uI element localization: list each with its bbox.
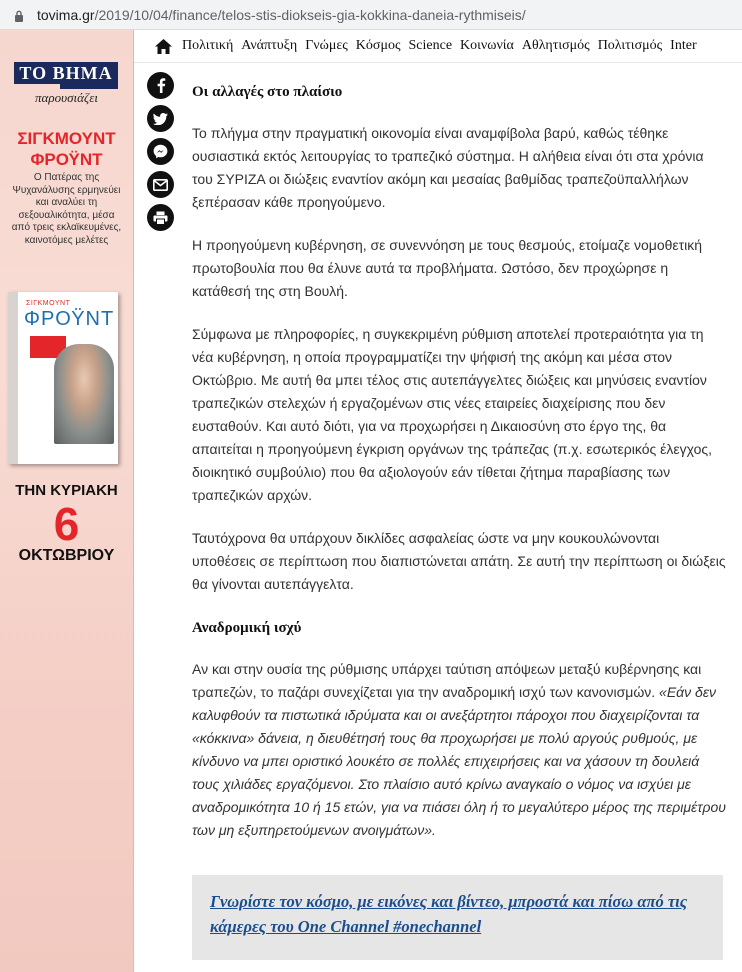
ad-month: ΟΚΤΩΒΡΙΟΥ [18, 547, 115, 564]
newspaper-logo: ΤΟ ΒΗΜΑ [14, 62, 118, 84]
facebook-icon[interactable] [147, 72, 174, 99]
url-path: /2019/10/04/finance/telos-stis-diokseis-gia-kokkina-daneia-rythmiseis/ [94, 6, 526, 23]
nav-item-sports[interactable]: Αθλητισμός [521, 38, 590, 53]
article-subheading: Αναδρομική ισχύ [192, 620, 302, 636]
ad-author: ΣΙΓΚΜΟΥΝΤ ΦΡΟΫΝΤ [17, 129, 116, 169]
home-icon[interactable] [155, 39, 172, 54]
email-icon[interactable] [147, 171, 174, 198]
nav-item-international[interactable]: Inter [670, 38, 697, 53]
promo-link[interactable]: Γνωρίστε τον κόσμο, με εικόνες και βίντεο, μπροστά και πίσω από τις κάμερες του One Channel #onechannel [210, 892, 688, 936]
section-nav [134, 30, 742, 63]
book-cover-author: ΣΙΓΚΜΟΥΝΤ [26, 300, 71, 307]
ad-presents: παρουσιάζει [35, 90, 98, 105]
address-bar[interactable] [0, 0, 742, 30]
share-bar [147, 72, 175, 237]
nav-item-opinions[interactable]: Γνώμες [305, 38, 348, 53]
nav-item-culture[interactable]: Πολιτισμός [597, 38, 663, 53]
book-advertisement[interactable] [0, 30, 134, 972]
nav-item-world[interactable]: Κόσμος [355, 38, 401, 53]
nav-item-science[interactable]: Science [408, 38, 453, 53]
messenger-icon[interactable] [147, 138, 174, 165]
ad-when: ΤΗΝ ΚΥΡΙΑΚΗ [15, 482, 118, 499]
article-subheading: Οι αλλαγές στο πλαίσιο [192, 84, 343, 100]
freud-portrait [54, 344, 114, 444]
lock-icon[interactable] [13, 8, 25, 22]
article-quote: «Εάν δεν καλυφθούν τα πιστωτικά ιδρύματα και οι ανεξάρτητοι πάροχοι που διαχειρίζονται τα «κόκκινα» δάνεια, η διευθέτησή τους θα προχωρήσει με πολύ αργούς ρυθμούς, με κίνδυνο να μπει οριστικό λουκέτο σε πολλές επιχειρήσεις και να χάσουν τη δουλειά τους χιλιάδες εργαζόμενοι. Στο πλαίσιο αυτό κρίνω αναγκαίο ο νόμος να ισχύει με αναδρομικότητα 10 ή 15 ετών, για να πιάσει όλη ή το μεγαλύτερο μέρος της περιμέτρου των μη εξυπηρετούμενων ανοιγμάτων». [192, 684, 726, 838]
logo-underline [60, 84, 118, 89]
url-text[interactable] [37, 7, 526, 23]
paragraph-text: Αν και στην ουσία της ρύθμισης υπάρχει ταύτιση απόψεων μεταξύ κυβέρνησης και τραπεζών, το παζάρι συνεχίζεται για την αναδρομική ισχύ των κανονισμών. [192, 661, 702, 700]
article-paragraph: Το πλήγμα στην πραγματική οικονομία είναι αναμφίβολα βαρύ, καθώς τέθηκε ουσιαστικά εκτός λειτουργίας το τραπεζικό σύστημα. Η αλήθεια είναι ότι στα χρόνια του ΣΥΡΙΖΑ οι διώξεις εναντίον ακόμη και μεσαίας βαθμίδας τραπεζοϋπαλλήλων ξεπέρασαν κάθε προηγούμενο. [192, 125, 704, 210]
article-paragraph: Η προηγούμενη κυβέρνηση, σε συνεννόηση με τους θεσμούς, ετοίμαζε νομοθετική πρωτοβουλία που θα έλυνε αυτά τα προβλήματα. Ωστόσο, δεν προχώρησε η κατάθεσή της στη Βουλή. [192, 237, 703, 299]
nav-item-society[interactable]: Κοινωνία [460, 38, 514, 53]
url-domain: tovima.gr [37, 6, 95, 23]
article-paragraph: Ταυτόχρονα θα υπάρχουν δικλίδες ασφαλείας ώστε να μην κουκουλώνονται υποθέσεις σε περίπτωση που διαπιστώνεται απάτη. Σε αυτή την περίπτωση οι διώξεις θα γίνονται αυτεπάγγελτα. [192, 530, 726, 592]
nav-item-politics[interactable]: Πολιτική [182, 38, 234, 53]
article-paragraph: Σύμφωνα με πληροφορίες, η συγκεκριμένη ρύθμιση αποτελεί προτεραιότητα για τη νέα κυβέρνηση, η οποία προγραμματίζει την ψήφισή της ακόμη και μέσα στον Οκτώβριο. Με αυτή θα μπει τέλος στις αυτεπάγγελτες διώξεις και μηνύσεις εναντίον τραπεζικών στελεχών ή εργαζομένων στις νέες εταιρείες διαχείρισης που δεν ευσταθούν. Και αυτό διότι, για να προχωρήσει η Δικαιοσύνη στο έργο της, θα απαιτείται η προηγούμενη έγκριση οργάνων της τράπεζας (π.χ. εσωτερικός έλεγχος, διοικητικό συμβούλιο) που θα αξιολογούν εάν τίθεται ζήτημα παραβίασης των τραπεζικών αρχών. [192, 326, 712, 503]
nav-item-development[interactable]: Ανάπτυξη [241, 38, 298, 53]
book-cover-title: ΦΡΟΫΝΤ [24, 308, 115, 330]
article-paragraph [192, 658, 726, 842]
twitter-icon[interactable] [147, 105, 174, 132]
book-cover-image [8, 292, 118, 464]
promo-box [192, 875, 723, 960]
book-spine [8, 292, 18, 464]
ad-blurb: Ο Πατέρας της Ψυχανάλυσης ερμηνεύει και αναλύει τη σεξουαλικότητα, μέσα από τρεις εκλαϊκευμένες, καινοτόμες μελέτες [11, 172, 122, 246]
print-icon[interactable] [147, 204, 174, 231]
ad-day: 6 [53, 498, 80, 550]
article-body [192, 80, 726, 842]
